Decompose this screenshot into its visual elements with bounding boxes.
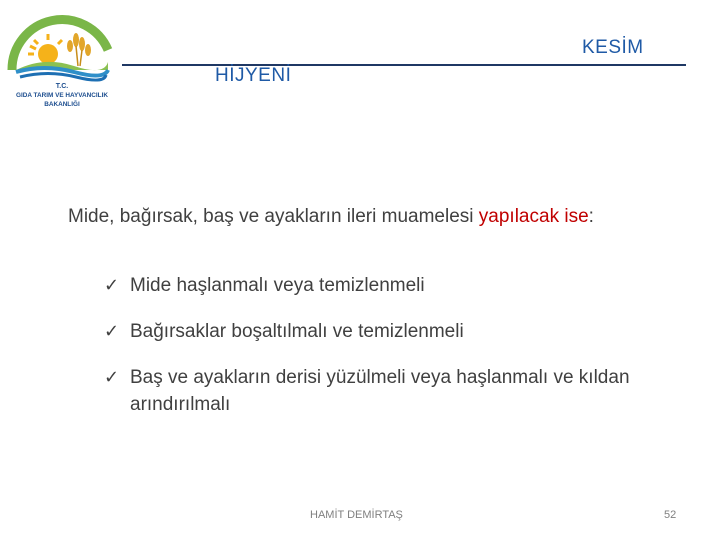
logo-emblem-icon — [4, 4, 120, 116]
logo-line1: T.C. — [55, 83, 69, 90]
slide-title-left: HİJYENİ — [215, 65, 292, 86]
footer-author: HAMİT DEMİRTAŞ — [310, 509, 403, 521]
intro-paragraph — [68, 203, 668, 231]
bullet-text: Mide haşlanmalı veya temizlenmeli — [130, 275, 425, 296]
logo-line3: BAKANLIĞI — [44, 101, 80, 108]
title-divider — [122, 64, 686, 66]
intro-colon: : — [588, 206, 594, 227]
check-icon: ✓ — [104, 367, 120, 388]
ministry-logo — [4, 4, 120, 116]
slide-title-right: KESİM — [582, 37, 644, 58]
intro-text: Mide, bağırsak, baş ve ayakların ileri muamelesi — [68, 206, 479, 227]
check-icon: ✓ — [104, 321, 120, 342]
page-number: 52 — [664, 509, 677, 521]
bullet-list — [104, 272, 704, 437]
list-item — [104, 364, 670, 418]
logo-line2: GIDA TARIM VE HAYVANCILIK — [16, 92, 108, 99]
list-item — [104, 272, 704, 299]
list-item — [104, 318, 704, 345]
bullet-text: Baş ve ayakların derisi yüzülmeli veya haşlanmalı ve kıldan arındırılmalı — [130, 367, 630, 415]
intro-highlight: yapılacak ise — [478, 206, 589, 227]
bullet-text: Bağırsaklar boşaltılmalı ve temizlenmeli — [130, 321, 464, 342]
check-icon: ✓ — [104, 275, 120, 296]
